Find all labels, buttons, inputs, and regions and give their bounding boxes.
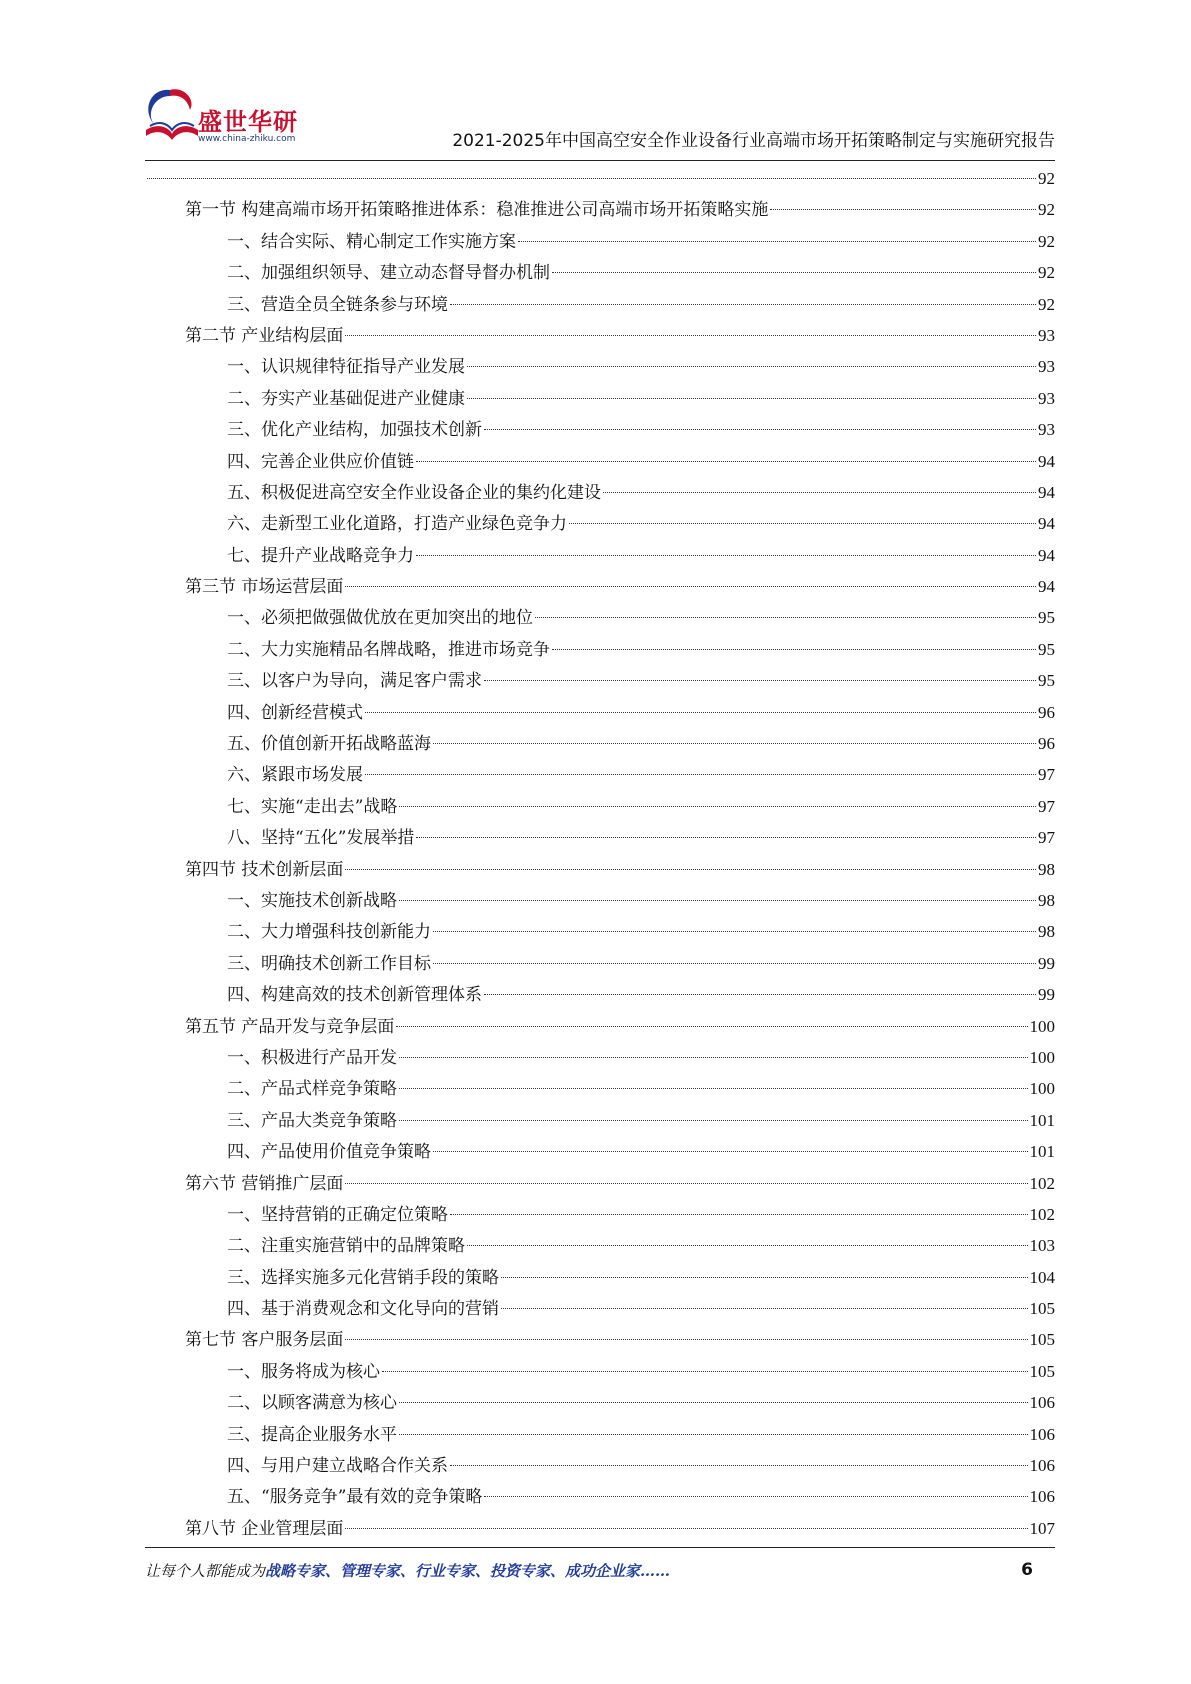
dot-leader xyxy=(416,555,1036,556)
toc-entry-title: 四、完善企业供应价值链 xyxy=(227,451,414,472)
toc-entry-title: 一、必须把做强做优放在更加突出的地位 xyxy=(227,608,533,629)
toc-entry-row[interactable] xyxy=(145,1230,1055,1261)
dot-leader xyxy=(450,1465,1028,1466)
toc-page-number: 105 xyxy=(1029,1361,1055,1381)
toc-entry-row[interactable] xyxy=(145,1481,1055,1512)
toc-page-number: 98 xyxy=(1038,859,1055,879)
toc-page-number: 92 xyxy=(1038,200,1055,220)
table-of-contents xyxy=(145,163,1055,1544)
toc-page-number: 96 xyxy=(1038,702,1055,722)
toc-page-number: 102 xyxy=(1029,1173,1055,1193)
toc-page-number: 97 xyxy=(1038,765,1055,785)
toc-entry-row[interactable] xyxy=(145,1450,1055,1481)
dot-leader xyxy=(467,1245,1028,1246)
toc-entry-title: 八、坚持“五化”发展举措 xyxy=(227,828,415,849)
toc-entry-title: 第七节 客户服务层面 xyxy=(185,1330,344,1351)
toc-entry-title: 第四节 技术创新层面 xyxy=(185,859,344,880)
toc-page-number: 98 xyxy=(1038,922,1055,942)
dot-leader xyxy=(484,1496,1027,1497)
toc-entry-title: 四、与用户建立战略合作关系 xyxy=(227,1456,448,1477)
toc-page-number: 106 xyxy=(1029,1424,1055,1444)
toc-entry-row[interactable] xyxy=(145,948,1055,979)
toc-entry-title: 六、紧跟市场发展 xyxy=(227,765,363,786)
toc-section-row[interactable] xyxy=(145,854,1055,885)
dot-leader xyxy=(484,680,1036,681)
toc-page-number: 105 xyxy=(1029,1330,1055,1350)
toc-entry-title: 三、以客户为导向，满足客户需求 xyxy=(227,671,482,692)
toc-entry-row[interactable] xyxy=(145,665,1055,696)
toc-entry-title: 二、大力实施精品名牌战略，推进市场竞争 xyxy=(227,639,550,660)
toc-entry-row[interactable] xyxy=(145,916,1055,947)
toc-entry-row[interactable] xyxy=(145,540,1055,571)
dot-leader xyxy=(433,963,1036,964)
dot-leader xyxy=(416,837,1036,838)
toc-page-number: 94 xyxy=(1038,482,1055,502)
dot-leader xyxy=(416,461,1036,462)
dot-leader xyxy=(365,712,1036,713)
toc-entry-title: 第一节 构建高端市场开拓策略推进体系：稳准推进公司高端市场开拓策略实施 xyxy=(185,200,769,221)
toc-entry-row[interactable] xyxy=(145,257,1055,288)
dot-leader xyxy=(518,241,1036,242)
toc-page-number: 92 xyxy=(1038,169,1055,188)
toc-entry-title: 三、产品大类竞争策略 xyxy=(227,1110,397,1131)
toc-page-number: 105 xyxy=(1029,1299,1055,1319)
toc-entry-title: 五、价值创新开拓战略蓝海 xyxy=(227,734,431,755)
toc-entry-row[interactable] xyxy=(145,1136,1055,1167)
toc-entry-title: 第六节 营销推广层面 xyxy=(185,1173,344,1194)
dot-leader xyxy=(501,1308,1028,1309)
toc-entry-title: 三、提高企业服务水平 xyxy=(227,1424,397,1445)
toc-entry-row[interactable] xyxy=(145,1293,1055,1324)
toc-section-row[interactable] xyxy=(145,1513,1055,1544)
toc-entry-row[interactable] xyxy=(145,1105,1055,1136)
toc-page-number: 92 xyxy=(1038,263,1055,283)
toc-entry-row[interactable] xyxy=(145,1262,1055,1293)
dot-leader xyxy=(399,806,1036,807)
dot-leader xyxy=(770,209,1036,210)
dot-leader xyxy=(345,1339,1027,1340)
dot-leader xyxy=(399,1120,1028,1121)
toc-page-number: 92 xyxy=(1038,231,1055,251)
toc-entry-title: 一、坚持营销的正确定位策略 xyxy=(227,1204,448,1225)
dot-leader xyxy=(345,869,1036,870)
toc-entry-title: 四、构建高效的技术创新管理体系 xyxy=(227,985,482,1006)
toc-page-number: 95 xyxy=(1038,639,1055,659)
toc-entry-row[interactable] xyxy=(145,634,1055,665)
toc-page-number: 100 xyxy=(1029,1047,1055,1067)
toc-page-number: 100 xyxy=(1029,1079,1055,1099)
toc-page-number: 94 xyxy=(1038,514,1055,534)
dot-leader xyxy=(399,1057,1028,1058)
footer-slogan-highlight: 战略专家、管理专家、行业专家、投资专家、成功企业家…… xyxy=(265,1562,671,1580)
toc-entry-title: 第三节 市场运营层面 xyxy=(185,577,344,598)
logo-url: www.china-zhiku.com xyxy=(198,134,296,144)
toc-entry-row[interactable] xyxy=(145,697,1055,728)
dot-leader xyxy=(345,586,1036,587)
toc-entry-title: 一、认识规律特征指导产业发展 xyxy=(227,357,465,378)
dot-leader xyxy=(365,774,1036,775)
toc-entry-title: 四、产品使用价值竞争策略 xyxy=(227,1142,431,1163)
toc-entry-row[interactable] xyxy=(145,163,1055,194)
dot-leader xyxy=(603,492,1036,493)
toc-entry-row[interactable] xyxy=(145,1356,1055,1387)
toc-page-number: 94 xyxy=(1038,451,1055,471)
dot-leader xyxy=(450,1214,1028,1215)
toc-entry-row[interactable] xyxy=(145,728,1055,759)
page-footer xyxy=(145,1560,1055,1590)
toc-page-number: 95 xyxy=(1038,608,1055,628)
toc-entry-row[interactable] xyxy=(145,759,1055,790)
toc-page-number: 102 xyxy=(1029,1204,1055,1224)
report-title: 2021-2025年中国高空安全作业设备行业高端市场开拓策略制定与实施研究报告 xyxy=(452,131,1055,151)
toc-entry-title: 二、大力增强科技创新能力 xyxy=(227,922,431,943)
toc-entry-row[interactable] xyxy=(145,446,1055,477)
dot-leader xyxy=(345,335,1036,336)
page-number: 6 xyxy=(1021,1560,1033,1580)
toc-page-number: 95 xyxy=(1038,671,1055,691)
toc-page-number: 94 xyxy=(1038,577,1055,597)
toc-page-number: 99 xyxy=(1038,985,1055,1005)
toc-page-number: 106 xyxy=(1029,1393,1055,1413)
toc-page-number: 93 xyxy=(1038,357,1055,377)
toc-entry-row[interactable] xyxy=(145,1199,1055,1230)
toc-page-number: 107 xyxy=(1029,1518,1055,1538)
dot-leader xyxy=(484,429,1036,430)
toc-entry-row[interactable] xyxy=(145,822,1055,853)
dot-leader xyxy=(467,366,1036,367)
toc-section-row[interactable] xyxy=(145,1011,1055,1042)
dot-leader xyxy=(501,1277,1028,1278)
dot-leader xyxy=(382,1371,1028,1372)
toc-page-number: 96 xyxy=(1038,734,1055,754)
header-divider xyxy=(145,160,1055,161)
toc-entry-title: 四、创新经营模式 xyxy=(227,702,363,723)
dot-leader xyxy=(399,1434,1028,1435)
toc-entry-title: 三、优化产业结构，加强技术创新 xyxy=(227,420,482,441)
toc-page-number: 106 xyxy=(1029,1456,1055,1476)
dot-leader xyxy=(345,1183,1027,1184)
dot-leader xyxy=(433,743,1036,744)
company-logo xyxy=(140,80,320,150)
toc-page-number: 103 xyxy=(1029,1236,1055,1256)
toc-page-number: 93 xyxy=(1038,420,1055,440)
toc-entry-title: 二、夯实产业基础促进产业健康 xyxy=(227,388,465,409)
toc-entry-title: 二、加强组织领导、建立动态督导督办机制 xyxy=(227,263,550,284)
footer-divider xyxy=(145,1547,1055,1548)
toc-entry-title: 一、实施技术创新战略 xyxy=(227,890,397,911)
toc-entry-title: 三、明确技术创新工作目标 xyxy=(227,953,431,974)
dot-leader xyxy=(399,900,1036,901)
toc-section-row[interactable] xyxy=(145,320,1055,351)
dot-leader xyxy=(535,617,1036,618)
toc-entry-title: 二、注重实施营销中的品牌策略 xyxy=(227,1236,465,1257)
toc-entry-row[interactable] xyxy=(145,414,1055,445)
toc-entry-row[interactable] xyxy=(145,477,1055,508)
toc-entry-row[interactable] xyxy=(145,979,1055,1010)
toc-entry-row[interactable] xyxy=(145,885,1055,916)
toc-entry-title: 第五节 产品开发与竞争层面 xyxy=(185,1016,395,1037)
toc-page-number: 93 xyxy=(1038,325,1055,345)
toc-entry-row[interactable] xyxy=(145,508,1055,539)
toc-entry-title: 第二节 产业结构层面 xyxy=(185,325,344,346)
logo-book-icon xyxy=(140,80,200,150)
dot-leader xyxy=(399,1402,1028,1403)
dot-leader xyxy=(569,523,1036,524)
footer-slogan-prefix: 让每个人都能成为 xyxy=(145,1562,266,1580)
dot-leader xyxy=(147,178,1036,179)
toc-entry-title: 七、提升产业战略竞争力 xyxy=(227,545,414,566)
toc-entry-row[interactable] xyxy=(145,1073,1055,1104)
toc-section-row[interactable] xyxy=(145,194,1055,225)
dot-leader xyxy=(467,398,1036,399)
toc-page-number: 99 xyxy=(1038,953,1055,973)
toc-entry-title: 一、积极进行产品开发 xyxy=(227,1047,397,1068)
toc-entry-row[interactable] xyxy=(145,289,1055,320)
toc-entry-row[interactable] xyxy=(145,383,1055,414)
toc-entry-title: 五、积极促进高空安全作业设备企业的集约化建设 xyxy=(227,482,601,503)
toc-entry-row[interactable] xyxy=(145,1042,1055,1073)
toc-entry-title: 七、实施“走出去”战略 xyxy=(227,796,398,817)
toc-page-number: 97 xyxy=(1038,796,1055,816)
toc-entry-title: 一、结合实际、精心制定工作实施方案 xyxy=(227,231,516,252)
toc-page-number: 100 xyxy=(1029,1016,1055,1036)
toc-entry-row[interactable] xyxy=(145,791,1055,822)
toc-page-number: 97 xyxy=(1038,828,1055,848)
toc-page-number: 98 xyxy=(1038,890,1055,910)
toc-page-number: 104 xyxy=(1029,1267,1055,1287)
dot-leader xyxy=(450,304,1036,305)
toc-entry-title: 二、产品式样竞争策略 xyxy=(227,1079,397,1100)
dot-leader xyxy=(345,1528,1027,1529)
dot-leader xyxy=(552,272,1036,273)
dot-leader xyxy=(399,1088,1028,1089)
toc-entry-title: 五、“服务竞争”最有效的竞争策略 xyxy=(227,1487,483,1508)
dot-leader xyxy=(396,1026,1027,1027)
toc-page-number: 101 xyxy=(1029,1142,1055,1162)
toc-entry-row[interactable] xyxy=(145,1419,1055,1450)
toc-entry-row[interactable] xyxy=(145,602,1055,633)
toc-page-number: 92 xyxy=(1038,294,1055,314)
toc-page-number: 93 xyxy=(1038,388,1055,408)
toc-section-row[interactable] xyxy=(145,1168,1055,1199)
toc-entry-title: 三、营造全员全链条参与环境 xyxy=(227,294,448,315)
toc-entry-row[interactable] xyxy=(145,351,1055,382)
toc-entry-title: 四、基于消费观念和文化导向的营销 xyxy=(227,1299,499,1320)
dot-leader xyxy=(433,1151,1028,1152)
dot-leader xyxy=(433,931,1036,932)
toc-page-number: 106 xyxy=(1029,1487,1055,1507)
toc-page-number: 101 xyxy=(1029,1110,1055,1130)
toc-entry-row[interactable] xyxy=(145,226,1055,257)
toc-section-row[interactable] xyxy=(145,1324,1055,1355)
toc-entry-title: 一、服务将成为核心 xyxy=(227,1361,380,1382)
dot-leader xyxy=(552,649,1036,650)
page-header xyxy=(140,80,1055,160)
logo-text: 盛世华研 xyxy=(198,108,298,136)
toc-page-number: 94 xyxy=(1038,545,1055,565)
toc-entry-row[interactable] xyxy=(145,1387,1055,1418)
toc-entry-title: 二、以顾客满意为核心 xyxy=(227,1393,397,1414)
toc-entry-title: 三、选择实施多元化营销手段的策略 xyxy=(227,1267,499,1288)
toc-entry-title: 第八节 企业管理层面 xyxy=(185,1518,344,1539)
toc-section-row[interactable] xyxy=(145,571,1055,602)
dot-leader xyxy=(484,994,1036,995)
toc-entry-title: 六、走新型工业化道路，打造产业绿色竞争力 xyxy=(227,514,567,535)
